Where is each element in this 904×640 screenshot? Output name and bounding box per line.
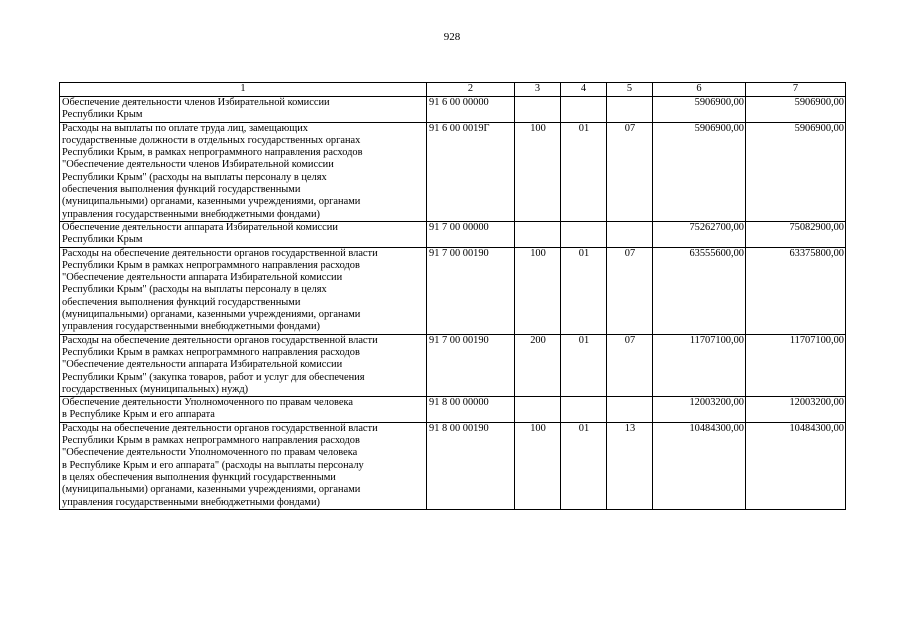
header-col-4: 4 <box>561 83 607 97</box>
expense-name-cell <box>60 247 427 334</box>
subsection-code-cell <box>607 221 653 247</box>
expense-name-line: "Обеспечение деятельности аппарата Избирательной комиссии <box>62 359 343 371</box>
table-body <box>60 97 846 510</box>
amount-col7-cell: 5906900,00 <box>746 122 846 221</box>
section-code-cell: 01 <box>561 422 607 509</box>
expense-name-line: управления государственными внебюджетными фондами) <box>62 321 320 333</box>
expense-name-line: государственных (муниципальных) нужд) <box>62 383 249 395</box>
expense-name-cell <box>60 397 427 423</box>
subsection-code-cell <box>607 97 653 123</box>
expense-name-line: Республики Крым в рамках непрограммного направления расходов <box>62 259 360 271</box>
amount-col7-cell: 75082900,00 <box>746 221 846 247</box>
expense-name-line: (муниципальными) органами, казенными учреждениями, органами <box>62 309 361 321</box>
target-article-code-cell: 91 7 00 00000 <box>427 221 515 247</box>
page-number: 928 <box>443 31 461 43</box>
target-article-code-cell: 91 6 00 0019Г <box>427 122 515 221</box>
expense-name-line: (муниципальными) органами, казенными учреждениями, органами <box>62 196 361 208</box>
section-code-cell: 01 <box>561 122 607 221</box>
section-code-cell: 01 <box>561 247 607 334</box>
expense-name-line: Расходы на выплаты по оплате труда лиц, замещающих <box>62 122 308 134</box>
expense-type-code-cell: 200 <box>515 334 561 396</box>
table-row <box>60 97 846 123</box>
expense-type-code-cell <box>515 97 561 123</box>
expense-name-line: "Обеспечение деятельности Уполномоченного по правам человека <box>62 447 358 459</box>
table-row <box>60 334 846 396</box>
amount-col6-cell: 11707100,00 <box>653 334 746 396</box>
expense-name-line: в целях обеспечения выполнения функций государственными <box>62 471 336 483</box>
expense-name-line: Республики Крым" (закупка товаров, работ и услуг для обеспечения <box>62 371 365 383</box>
expense-type-code-cell <box>515 397 561 423</box>
target-article-code-cell: 91 6 00 00000 <box>427 97 515 123</box>
amount-col7-cell: 12003200,00 <box>746 397 846 423</box>
expense-name-line: в Республике Крым и его аппарата" (расходы на выплаты персоналу <box>62 459 364 471</box>
amount-col6-cell: 10484300,00 <box>653 422 746 509</box>
header-col-1: 1 <box>60 83 427 97</box>
expense-name-line: Обеспечение деятельности Уполномоченного по правам человека <box>62 397 354 409</box>
expense-type-code-cell: 100 <box>515 247 561 334</box>
target-article-code-cell: 91 7 00 00190 <box>427 247 515 334</box>
table-row <box>60 422 846 509</box>
expense-name-line: обеспечения выполнения функций государственными <box>62 296 301 308</box>
expense-name-line: Обеспечение деятельности членов Избирательной комиссии <box>62 97 330 108</box>
expense-name-line: Республики Крым <box>62 109 143 121</box>
expense-name-cell <box>60 221 427 247</box>
expense-type-code-cell: 100 <box>515 422 561 509</box>
section-code-cell <box>561 221 607 247</box>
header-row <box>60 83 846 97</box>
header-col-5: 5 <box>607 83 653 97</box>
subsection-code-cell: 13 <box>607 422 653 509</box>
amount-col6-cell: 5906900,00 <box>653 97 746 123</box>
expense-name-line: в Республике Крым и его аппарата <box>62 409 215 421</box>
expense-name-line: Республики Крым" (расходы на выплаты персоналу в целях <box>62 284 327 296</box>
subsection-code-cell: 07 <box>607 334 653 396</box>
expense-name-line: "Обеспечение деятельности членов Избирательной комиссии <box>62 159 334 171</box>
expense-name-line: Республики Крым в рамках непрограммного направления расходов <box>62 346 360 358</box>
amount-col7-cell: 10484300,00 <box>746 422 846 509</box>
expense-name-line: Расходы на обеспечение деятельности органов государственной власти <box>62 334 378 346</box>
subsection-code-cell <box>607 397 653 423</box>
expense-name-line: Обеспечение деятельности аппарата Избирательной комиссии <box>62 221 338 233</box>
expense-name-line: управления государственными внебюджетными фондами) <box>62 208 320 220</box>
expense-name-cell <box>60 97 427 123</box>
amount-col6-cell: 12003200,00 <box>653 397 746 423</box>
header-col-6: 6 <box>653 83 746 97</box>
header-col-2: 2 <box>427 83 515 97</box>
expense-name-line: управления государственными внебюджетными фондами) <box>62 496 320 508</box>
expense-name-line: Республики Крым в рамках непрограммного направления расходов <box>62 435 360 447</box>
section-code-cell <box>561 97 607 123</box>
expense-type-code-cell: 100 <box>515 122 561 221</box>
header-col-7: 7 <box>746 83 846 97</box>
section-code-cell <box>561 397 607 423</box>
table-row <box>60 122 846 221</box>
header-col-3: 3 <box>515 83 561 97</box>
expense-name-line: Республики Крым" (расходы на выплаты персоналу в целях <box>62 171 327 183</box>
subsection-code-cell: 07 <box>607 122 653 221</box>
amount-col6-cell: 63555600,00 <box>653 247 746 334</box>
amount-col7-cell: 63375800,00 <box>746 247 846 334</box>
budget-table <box>59 82 846 510</box>
expense-name-cell <box>60 122 427 221</box>
expense-name-line: Республики Крым <box>62 234 143 246</box>
expense-name-line: государственные должности в отдельных государственных органах <box>62 134 361 146</box>
amount-col6-cell: 75262700,00 <box>653 221 746 247</box>
target-article-code-cell: 91 8 00 00000 <box>427 397 515 423</box>
expense-name-line: (муниципальными) органами, казенными учреждениями, органами <box>62 484 361 496</box>
expense-name-line: Расходы на обеспечение деятельности органов государственной власти <box>62 422 378 434</box>
expense-name-cell <box>60 334 427 396</box>
table-row <box>60 397 846 423</box>
amount-col6-cell: 5906900,00 <box>653 122 746 221</box>
table-row <box>60 247 846 334</box>
expense-type-code-cell <box>515 221 561 247</box>
expense-name-cell <box>60 422 427 509</box>
expense-name-line: обеспечения выполнения функций государственными <box>62 184 301 196</box>
table-row <box>60 221 846 247</box>
subsection-code-cell: 07 <box>607 247 653 334</box>
section-code-cell: 01 <box>561 334 607 396</box>
target-article-code-cell: 91 7 00 00190 <box>427 334 515 396</box>
target-article-code-cell: 91 8 00 00190 <box>427 422 515 509</box>
expense-name-line: "Обеспечение деятельности аппарата Избирательной комиссии <box>62 272 343 284</box>
expense-name-line: Республики Крым, в рамках непрограммного направления расходов <box>62 147 363 159</box>
expense-name-line: Расходы на обеспечение деятельности органов государственной власти <box>62 247 378 259</box>
amount-col7-cell: 11707100,00 <box>746 334 846 396</box>
amount-col7-cell: 5906900,00 <box>746 97 846 123</box>
